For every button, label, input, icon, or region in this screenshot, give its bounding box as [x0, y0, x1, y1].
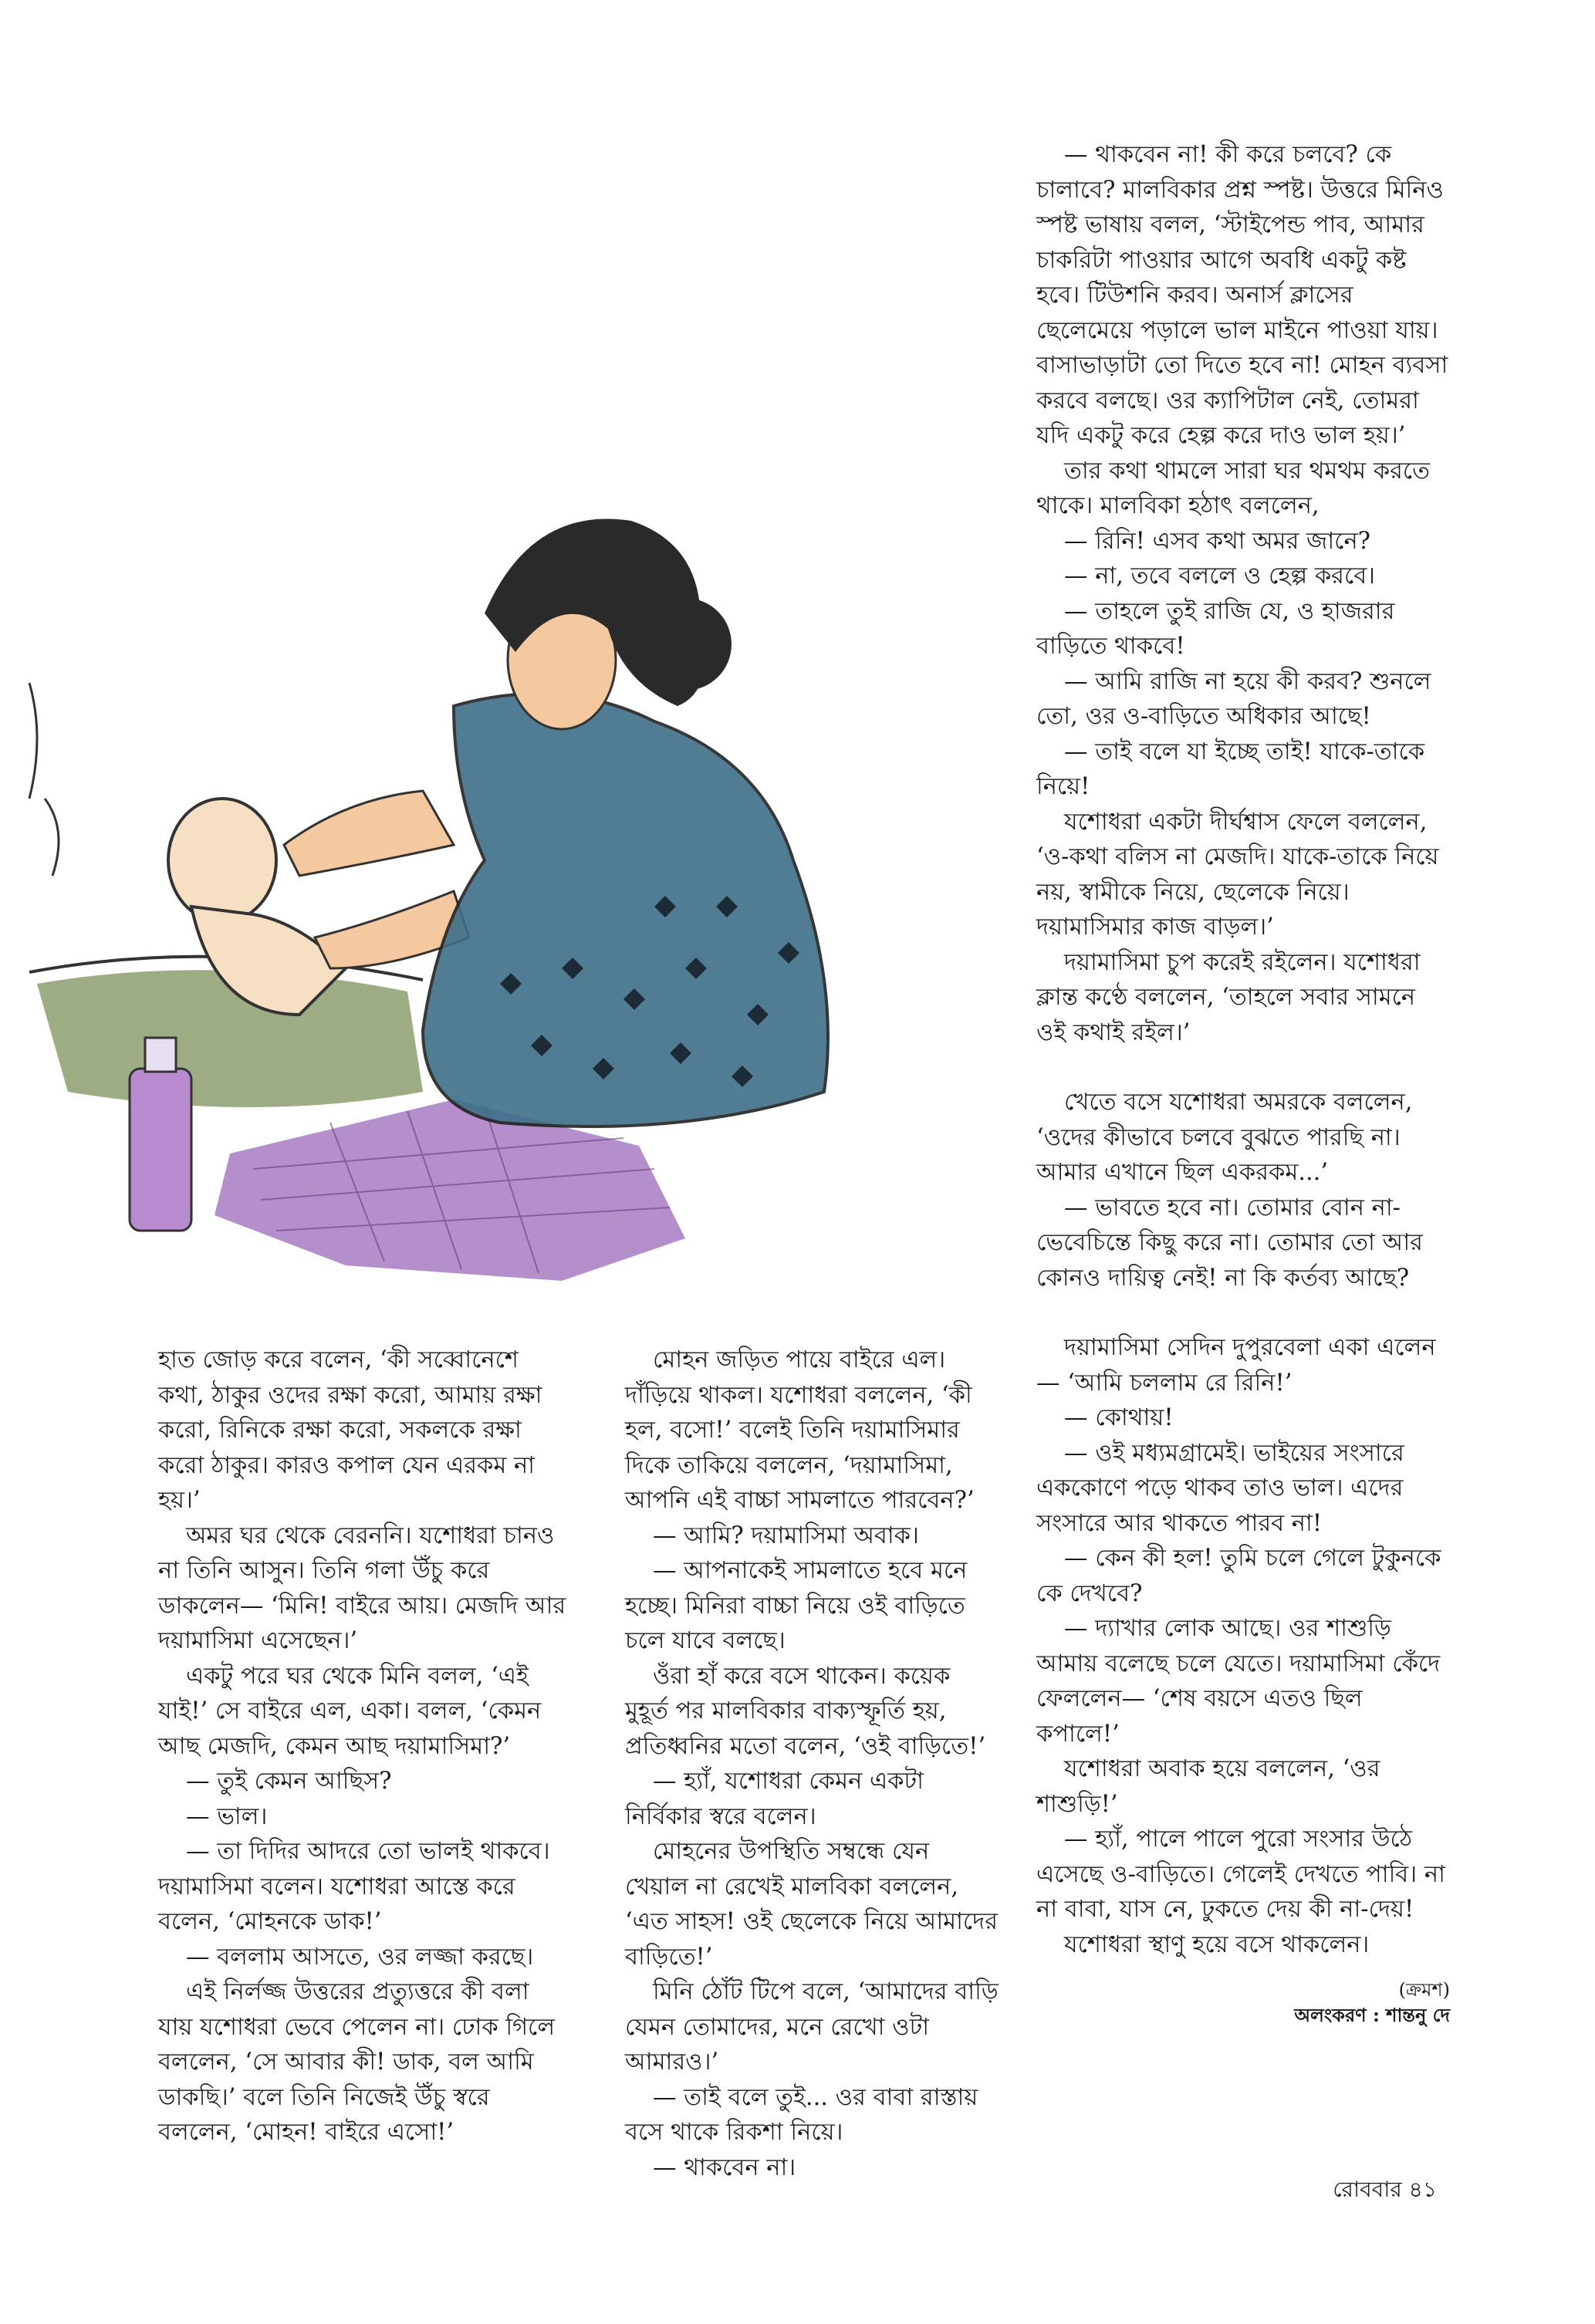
lotion-bottle-shape	[130, 1069, 191, 1231]
paragraph: — আপনাকেই সামলাতে হবে মনে হচ্ছে। মিনিরা বাচ্চা নিয়ে ওই বাড়িতে চলে যাবে বলছে।	[625, 1557, 968, 1654]
paragraph: — তা দিদির আদরে তো ভালই থাকবে। দয়ামাসিমা বলেন। যশোধরা আস্তে করে বলেন, ‘মোহনকে ডাক!’	[158, 1838, 550, 1935]
paragraph: — কেন কী হল! তুমি চলে গেলে টুকুনকে কে দেখবে?	[1036, 1545, 1441, 1607]
paragraph: — দ্যাখার লোক আছে। ওর শাশুড়ি আমায় বলেছে চলে যেতে। দয়ামাসিমা কেঁদে ফেললেন— ‘শেষ বয়সে এতও ছিল কপালে!’	[1036, 1615, 1441, 1748]
paragraph: খেতে বসে যশোধরা অমরকে বললেন, ‘ওদের কীভাবে চলবে বুঝতে পারছি না। আমার এখানে ছিল একরকম...’	[1036, 1089, 1413, 1186]
paragraph: যশোধরা অবাক হয়ে বললেন, ‘ওর শাশুড়ি!’	[1036, 1755, 1380, 1818]
paragraph: — না, তবে বললে ও হেল্প করবে।	[1064, 562, 1376, 589]
text-column-3	[1036, 137, 1450, 2028]
paragraph: হাত জোড় করে বলেন, ‘কী সব্বোনেশে কথা, ঠাকুর ওদের রক্ষা করো, আমায় রক্ষা করো, রিনিকে রক্ষা করো, সকলকে রক্ষা করো ঠাকুর। কারও কপাল যেন এরকম না হয়।’	[158, 1346, 542, 1514]
paragraph: — তাই বলে যা ইচ্ছে তাই! যাকে-তাকে নিয়ে!	[1036, 738, 1425, 800]
paragraph: — আমি রাজি না হয়ে কী করব? শুনলে তো, ওর ও-বাড়িতে অধিকার আছে!	[1036, 667, 1431, 730]
paragraph: মোহন জড়িত পায়ে বাইরে এল। দাঁড়িয়ে থাকল। যশোধরা বললেন, ‘কী হল, বসো!’ বলেই তিনি দয়ামাসিমার দিকে তাকিয়ে বললেন, ‘দয়ামাসিমা, আপনি এই বাচ্চা সামলাতে পারবেন?’	[625, 1346, 975, 1514]
illustration-credit: অলংকরণ : শান্তনু দে	[1294, 2004, 1450, 2026]
paragraph: এই নির্লজ্জ উত্তরের প্রত্যুত্তরে কী বলা যায় যশোধরা ভেবে পেলেন না। ঢোক গিলে বললেন, ‘সে আবার কী! ডাক, বল আমি ডাকছি।’ বলে তিনি নিজেই উঁচু স্বরে বললেন, ‘মোহন! বাইরে এসো!’	[158, 1978, 556, 2146]
text-column-1	[158, 1343, 567, 2150]
page-footer: রোববার ৪১	[1333, 2177, 1437, 2202]
paragraph: একটু পরে ঘর থেকে মিনি বলল, ‘এই যাই!’ সে বাইরে এল, একা। বলল, ‘কেমন আছ মেজদি, কেমন আছ দয়ামাসিমা?’	[158, 1662, 542, 1760]
paragraph: মিনি ঠোঁট টিপে বলে, ‘আমাদের বাড়ি যেমন তোমাদের, মনে রেখো ওটা আমারও।’	[625, 1978, 999, 2076]
paragraph: — রিনি! এসব কথা অমর জানে?	[1064, 527, 1370, 555]
paragraph: মোহনের উপস্থিতি সম্বন্ধে যেন খেয়াল না রেখেই মালবিকা বললেন, ‘এত সাহস! ওই ছেলেকে নিয়ে আমাদের বাড়িতে!’	[625, 1838, 998, 1971]
paragraph: — আমি? দয়ামাসিমা অবাক।	[653, 1522, 919, 1549]
paragraph: অমর ঘর থেকে বেরননি। যশোধরা চানও না তিনি আসুন। তিনি গলা উঁচু করে ডাকলেন— ‘মিনি! বাইরে আয়। মেজদি আর দয়ামাসিমা এসেছেন।’	[158, 1522, 566, 1654]
paragraph: দয়ামাসিমা চুপ করেই রইলেন। যশোধরা ক্লান্ত কণ্ঠে বললেন, ‘তাহলে সবার সামনে ওই কথাই রইল।’	[1036, 948, 1421, 1046]
paragraph: — ভাল।	[186, 1802, 268, 1830]
sari-shape	[423, 694, 828, 1127]
paragraph: — ওই মধ্যমগ্রামেই। ভাইয়ের সংসারে এককোণে পড়ে থাকব তাও ভাল। এদের সংসারে আর থাকতে পারব না!	[1036, 1439, 1404, 1537]
green-tub-shape	[37, 970, 423, 1107]
paragraph: — তাহলে তুই রাজি যে, ও হাজরার বাড়িতে থাকবে!	[1036, 597, 1395, 660]
paragraph: — ভাবতে হবে না। তোমার বোন না-ভেবেচিন্তে কিছু করে না। তোমার তো আর কোনও দায়িত্ব নেই! না কি কর্তব্য আছে?	[1036, 1194, 1423, 1292]
text-column-2	[625, 1343, 999, 2185]
paragraph: যশোধরা একটা দীর্ঘশ্বাস ফেলে বললেন, ‘ও-কথা বলিস না মেজদি। যাকে-তাকে নিয়ে নয়, স্বামীকে নিয়ে, ছেলেকে নিয়ে। দয়ামাসিমার কাজ বাড়ল।’	[1036, 808, 1439, 941]
paragraph: — তাই বলে তুই... ওর বাবা রাস্তায় বসে থাকে রিকশা নিয়ে।	[625, 2083, 978, 2146]
paragraph: তার কথা থামলে সারা ঘর থমথম করতে থাকে। মালবিকা হঠাৎ বললেন,	[1036, 457, 1430, 519]
paragraph: ওঁরা হাঁ করে বসে থাকেন। কয়েক মুহূর্ত পর মালবিকার বাক্যস্ফূর্তি হয়, প্রতিধ্বনির মতো বলেন, ‘ওই বাড়িতে!’	[625, 1662, 986, 1760]
baby-head-shape	[168, 799, 276, 922]
paragraph: — তুই কেমন আছিস?	[186, 1768, 392, 1795]
paragraph: — কোথায়!	[1064, 1404, 1174, 1431]
paragraph: — হ্যাঁ, যশোধরা কেমন একটা নির্বিকার স্বরে বলেন।	[625, 1768, 924, 1830]
paragraph: — বললাম আসতে, ওর লজ্জা করছে।	[186, 1943, 534, 1971]
paragraph: — হ্যাঁ, পালে পালে পুরো সংসার উঠে এসেছে ও-বাড়িতে। গেলেই দেখতে পাবি। না না বাবা, যাস নে, ঢুকতে দেয় কী না-দেয়!	[1036, 1826, 1445, 1923]
paragraph: যশোধরা স্থাণু হয়ে বসে থাকলেন।	[1064, 1930, 1370, 1958]
illustration-woman-bathing-baby	[22, 428, 986, 1285]
paragraph: দয়ামাসিমা সেদিন দুপুরবেলা একা এলেন— ‘আমি চললাম রে রিনি!’	[1036, 1334, 1436, 1397]
continued-note: (ক্রমশ)	[1398, 1979, 1450, 2001]
paragraph: — থাকবেন না! কী করে চলবে? কে চালাবে? মালবিকার প্রশ্ন স্পষ্ট। উত্তরে মিনিও স্পষ্ট ভাষায় বলল, ‘স্টাইপেন্ড পাব, আমার চাকরিটা পাওয়ার আগে অবধি একটু কষ্ট হবে। টিউশনি করব। অনার্স ক্লাসের ছেলেমেয়ে পড়ালে ভাল মাইনে পাওয়া যায়। বাসাভাড়াটা তো দিতে হবে না! মোহন ব্যবসা করবে বলছে। ওর ক্যাপিটাল নেই, তোমরা যদি একটু করে হেল্প করে দাও ভাল হয়।’	[1036, 141, 1448, 449]
paragraph: — থাকবেন না।	[653, 2153, 796, 2181]
